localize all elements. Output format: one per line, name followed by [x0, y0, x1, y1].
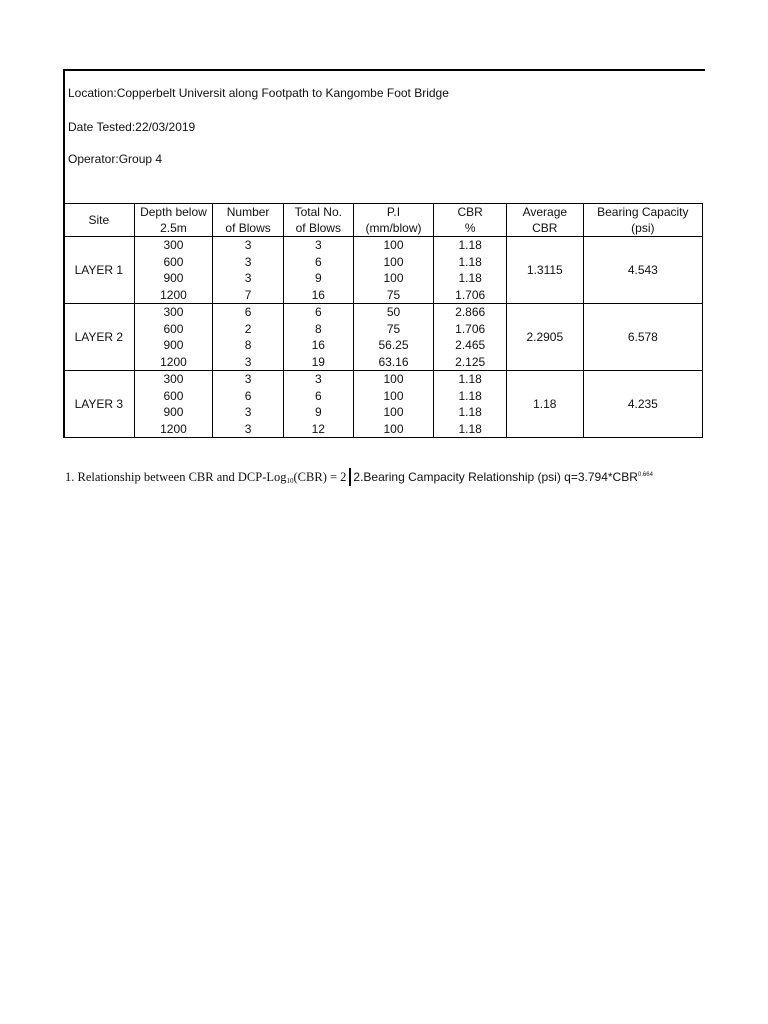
bearing-capacity-cell: 6.578: [583, 304, 702, 371]
total-blows-cell: 6 8 16 19: [283, 304, 353, 371]
total-blows-cell: 3 6 9 12: [283, 371, 353, 438]
depth-cell: 300 600 900 1200: [134, 304, 213, 371]
pi-cell: 100 100 100 100: [353, 371, 434, 438]
dcp-results-table: [63, 203, 703, 438]
date-tested-line: Date Tested:22/03/2019: [68, 120, 196, 134]
cbr-dcp-relationship-note: 1. Relationship between CBR and DCP-Log$_{10}$(CBR) = 2: [65, 470, 347, 485]
bearing-capacity-cell: 4.543: [583, 237, 702, 304]
depth-cell: 300 600 900 1200: [134, 237, 213, 304]
site-cell: LAYER 1: [64, 237, 135, 304]
table-row: [64, 371, 703, 438]
header-number-of-blows: Number of Blows: [213, 204, 284, 237]
operator-line: Operator:Group 4: [68, 152, 163, 166]
header-cbr: CBR %: [434, 204, 507, 237]
header-bearing-capacity: Bearing Capacity (psi): [583, 204, 702, 237]
bearing-capacity-relationship-note: 2.Bearing Campacity Relationship (psi) $q=3.794*CBR^{0.664}$: [353, 470, 653, 484]
note-divider: [349, 468, 351, 486]
bearing-capacity-cell: 4.235: [583, 371, 702, 438]
table-header-row: [64, 204, 703, 237]
header-total-blows: Total No. of Blows: [283, 204, 353, 237]
header-average-cbr: Average CBR: [506, 204, 583, 237]
header-depth: Depth below 2.5m: [134, 204, 213, 237]
blows-cell: 3 6 3 3: [213, 371, 284, 438]
site-cell: LAYER 2: [64, 304, 135, 371]
table-row: [64, 304, 703, 371]
average-cbr-cell: 2.2905: [506, 304, 583, 371]
data-sheet: [63, 69, 705, 437]
pi-cell: 100 100 100 75: [353, 237, 434, 304]
footnotes: [65, 468, 653, 486]
location-line: Location:Copperbelt Universit along Footpath to Kangombe Foot Bridge: [68, 86, 449, 100]
header-site: Site: [64, 204, 135, 237]
cbr-cell: 1.18 1.18 1.18 1.18: [434, 371, 507, 438]
cbr-cell: 1.18 1.18 1.18 1.706: [434, 237, 507, 304]
site-cell: LAYER 3: [64, 371, 135, 438]
depth-cell: 300 600 900 1200: [134, 371, 213, 438]
table-row: [64, 237, 703, 304]
cbr-cell: 2.866 1.706 2.465 2.125: [434, 304, 507, 371]
average-cbr-cell: 1.3115: [506, 237, 583, 304]
blows-cell: 6 2 8 3: [213, 304, 284, 371]
pi-cell: 50 75 56.25 63.16: [353, 304, 434, 371]
total-blows-cell: 3 6 9 16: [283, 237, 353, 304]
blows-cell: 3 3 3 7: [213, 237, 284, 304]
header-pi: P.I (mm/blow): [353, 204, 434, 237]
average-cbr-cell: 1.18: [506, 371, 583, 438]
